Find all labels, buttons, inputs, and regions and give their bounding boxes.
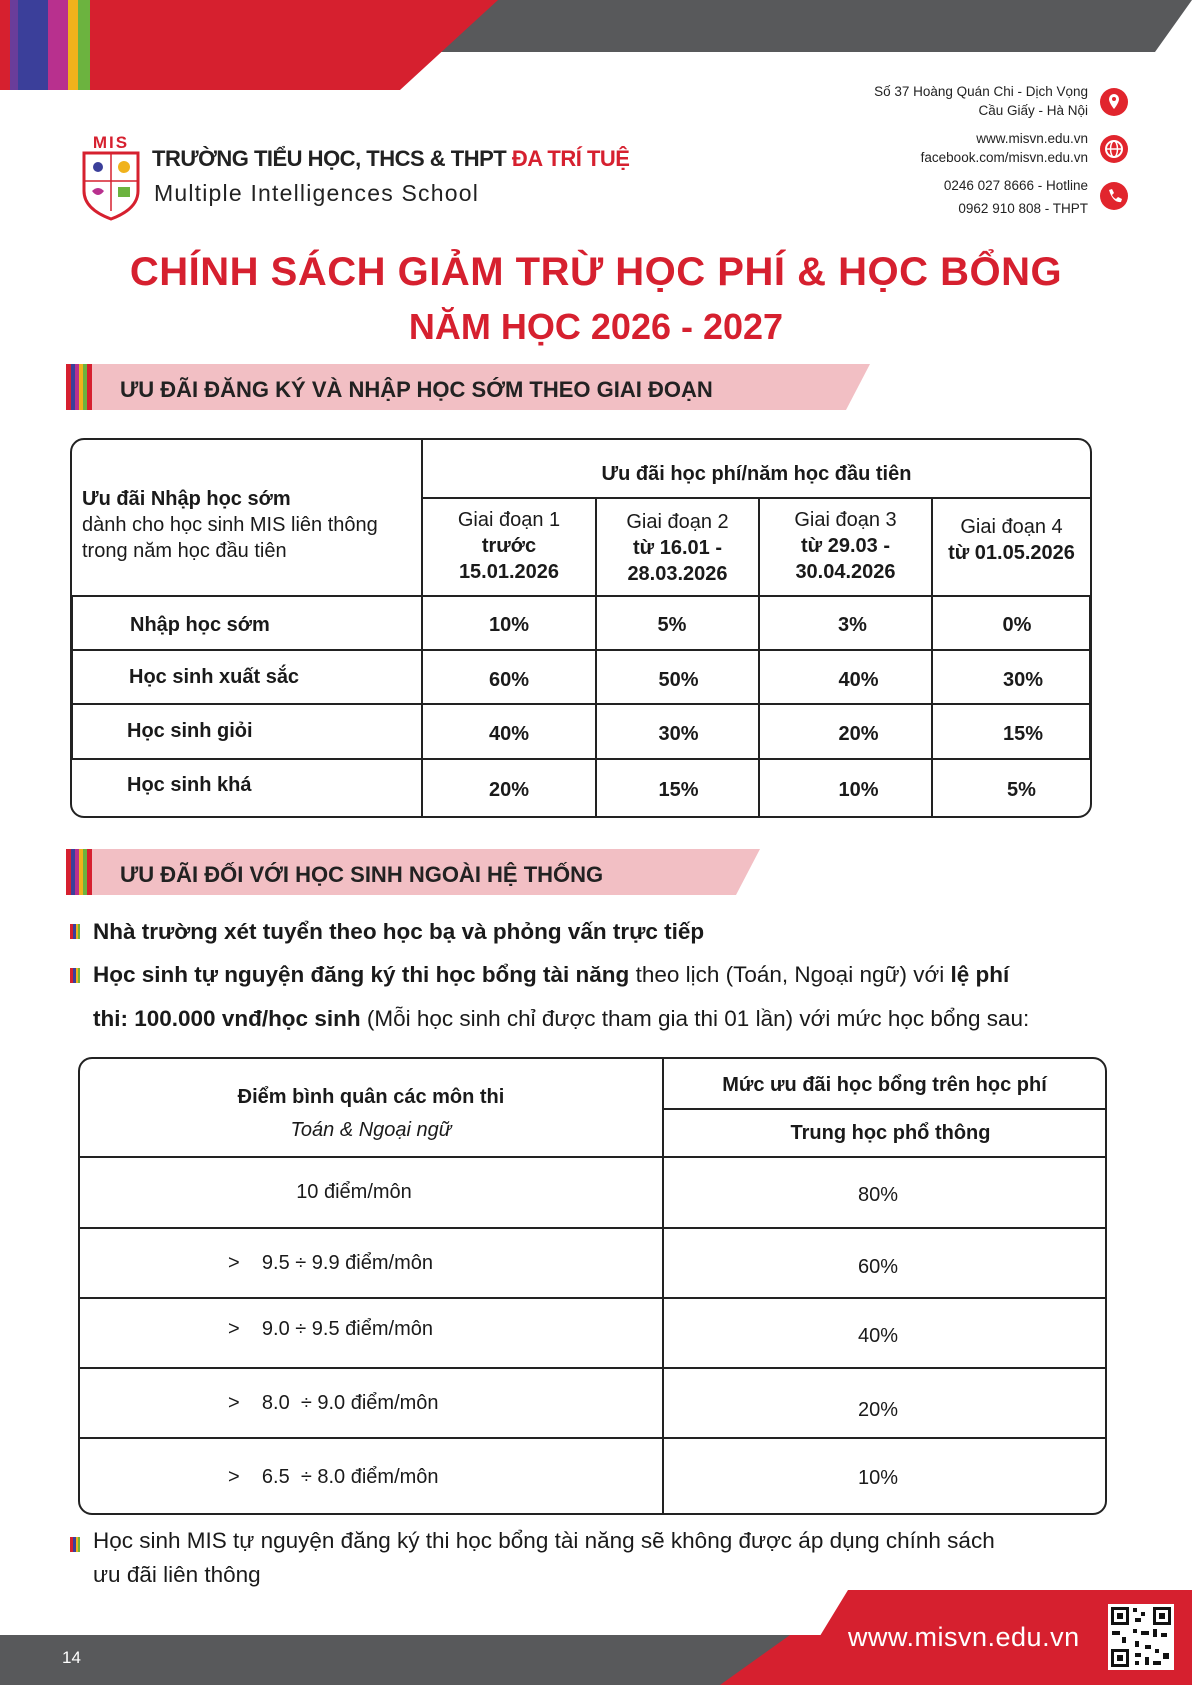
section2-heading: ƯU ĐÃI ĐỐI VỚI HỌC SINH NGOÀI HỆ THỐNG — [120, 862, 604, 887]
row-value: 15% — [1002, 723, 1044, 745]
score-range: > 9.5 ÷ 9.9 điểm/môn — [228, 1252, 433, 1274]
row-value: 20% — [838, 723, 879, 745]
facebook-text[interactable]: facebook.com/misvn.edu.vn — [920, 150, 1088, 165]
row-value: 60% — [488, 669, 530, 691]
row-value: 10% — [488, 614, 530, 636]
table2-left-subheader: Toán & Ngoại ngữ — [290, 1119, 452, 1141]
page-number: 14 — [62, 1648, 81, 1667]
note-mis-students — [93, 1524, 995, 1592]
row-value: 3% — [838, 614, 867, 636]
row-label: Học sinh giỏi — [127, 720, 253, 742]
row-label: Học sinh xuất sắc — [129, 666, 300, 688]
stage1-line2: trước — [481, 535, 537, 557]
bullet-scholarship-exam — [93, 953, 1133, 1041]
bullet2-text1: theo lịch (Toán, Ngoại ngữ) với — [629, 962, 951, 987]
row-value: 40% — [488, 723, 530, 745]
row-value: 40% — [838, 669, 879, 691]
table2-right-subheader: Trung học phổ thông — [790, 1122, 991, 1144]
phone-icon — [1100, 182, 1128, 210]
stage3-name: Giai đoạn 3 — [794, 509, 897, 531]
table1-left-header — [82, 486, 378, 564]
table2-right-header: Mức ưu đãi học bổng trên học phí — [722, 1074, 1047, 1096]
score-range: > 9.0 ÷ 9.5 điểm/môn — [228, 1318, 433, 1340]
note-line1: Học sinh MIS tự nguyện đăng ký thi học bổng tài năng sẽ không được áp dụng chính sách — [93, 1528, 995, 1553]
row-value: 30% — [658, 723, 699, 745]
hotline-text: 0246 027 8666 - Hotline — [943, 178, 1088, 193]
scholarship-rate: 80% — [857, 1184, 899, 1206]
location-pin-icon — [1100, 88, 1128, 116]
website-text[interactable]: www.misvn.edu.vn — [976, 131, 1088, 146]
phone-thpt-text: 0962 910 808 - THPT — [958, 201, 1088, 216]
bullet-marker-icon — [70, 1537, 80, 1552]
stage2-name: Giai đoạn 2 — [626, 511, 729, 533]
school-name-main: TRƯỜNG TIỂU HỌC, THCS & THPT — [152, 146, 512, 171]
bullet-admission: Nhà trường xét tuyển theo học bạ và phỏng vấn trực tiếp — [93, 919, 705, 944]
web-block — [921, 129, 1088, 167]
stage4-header — [933, 514, 1090, 566]
score-range: > 6.5 ÷ 8.0 điểm/môn — [228, 1466, 439, 1488]
stage2-header — [597, 509, 758, 587]
bullet2-bold3: thi: 100.000 vnđ/học sinh — [93, 1006, 361, 1031]
stage3-line3: 30.04.2026 — [795, 561, 896, 583]
score-range: > 8.0 ÷ 9.0 điểm/môn — [228, 1392, 439, 1414]
address-line2: Cầu Giấy - Hà Nội — [978, 103, 1088, 118]
row-value: 5% — [1007, 779, 1036, 801]
stage1-header — [423, 507, 595, 585]
page-subtitle: NĂM HỌC 2026 - 2027 — [408, 306, 784, 347]
bullet2-bold1: Học sinh tự nguyện đăng ký thi học bổng tài năng — [93, 962, 630, 987]
row-value: 30% — [1002, 669, 1044, 691]
header-banner — [0, 0, 1192, 90]
school-name — [152, 146, 629, 172]
stage4-name: Giai đoạn 4 — [960, 516, 1063, 538]
address-block — [874, 82, 1088, 120]
school-name-english: Multiple Intelligences School — [154, 180, 480, 206]
stage3-header — [760, 507, 931, 585]
logo-text: MIS — [92, 133, 130, 152]
page-title: CHÍNH SÁCH GIẢM TRỪ HỌC PHÍ & HỌC BỔNG — [129, 250, 1063, 294]
stage4-line2: từ 01.05.2026 — [948, 542, 1075, 564]
row-label: Học sinh khá — [127, 774, 252, 796]
stage1-line3: 15.01.2026 — [458, 561, 560, 583]
row-value: 20% — [488, 779, 530, 801]
table1-group-header: Ưu đãi học phí/năm học đầu tiên — [601, 463, 912, 485]
table1-left-header-line3: trong năm học đầu tiên — [82, 540, 287, 562]
globe-icon — [1100, 135, 1128, 163]
row-value: 5% — [657, 614, 687, 636]
qr-code-icon — [1108, 1604, 1174, 1670]
table1-left-header-line2: dành cho học sinh MIS liên thông — [82, 514, 378, 536]
bullet-marker-icon — [70, 924, 80, 939]
table1-left-header-title: Ưu đãi Nhập học sớm — [82, 488, 291, 510]
scholarship-rate: 60% — [857, 1256, 899, 1278]
table2-left-header-title: Điểm bình quân các môn thi — [237, 1086, 505, 1108]
footer-url[interactable]: www.misvn.edu.vn — [848, 1622, 1080, 1652]
stage1-name: Giai đoạn 1 — [457, 509, 561, 531]
scholarship-rate: 40% — [857, 1325, 899, 1347]
address-line1: Số 37 Hoàng Quán Chi - Dịch Vọng — [874, 84, 1088, 99]
bullet2-text2: (Mỗi học sinh chỉ được tham gia thi 01 lần) với mức học bổng sau: — [360, 1006, 1030, 1031]
school-name-highlight: ĐA TRÍ TUỆ — [511, 146, 630, 171]
score-range: 10 điểm/môn — [296, 1181, 412, 1203]
table2-left-header — [80, 1081, 662, 1147]
note-line2: ưu đãi liên thông — [93, 1562, 261, 1587]
row-value: 10% — [838, 779, 879, 801]
row-value: 0% — [1002, 614, 1032, 636]
row-value: 50% — [658, 669, 699, 691]
scholarship-rate: 20% — [857, 1399, 899, 1421]
stage2-line3: 28.03.2026 — [627, 563, 728, 585]
stage3-line2: từ 29.03 - — [801, 535, 890, 557]
section1-heading: ƯU ĐÃI ĐĂNG KÝ VÀ NHẬP HỌC SỚM THEO GIAI ĐOẠN — [120, 377, 713, 402]
row-value: 15% — [658, 779, 699, 801]
phone-block — [944, 176, 1088, 218]
bullet-marker-icon — [70, 968, 80, 983]
row-label: Nhập học sớm — [130, 614, 270, 636]
scholarship-rate: 10% — [857, 1467, 899, 1489]
bullet2-bold2: lệ phí — [950, 962, 1010, 987]
school-logo — [80, 133, 142, 217]
shield-icon — [80, 151, 142, 221]
stage2-line2: từ 16.01 - — [633, 537, 722, 559]
